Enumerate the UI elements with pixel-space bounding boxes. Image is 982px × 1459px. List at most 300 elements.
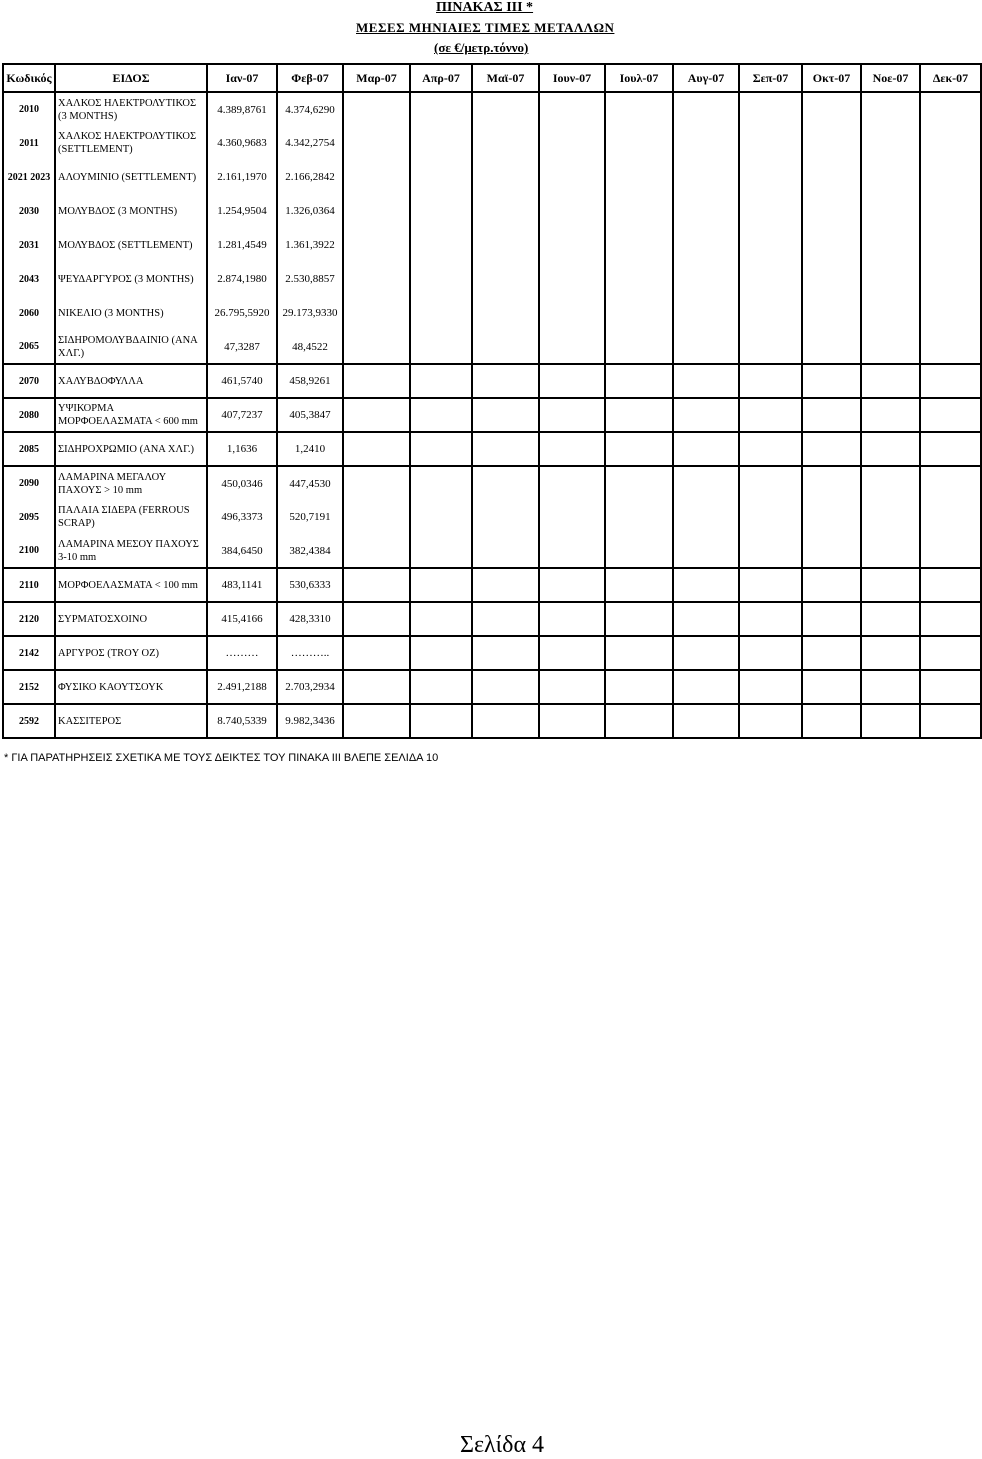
cell-empty [410, 432, 472, 466]
table-row [3, 194, 981, 228]
cell-empty [673, 670, 739, 704]
cell-jan: 384,6450 [207, 534, 277, 568]
header-code: Κωδικός [3, 64, 55, 92]
cell-empty [861, 262, 920, 296]
cell-code: 2142 [3, 636, 55, 670]
cell-empty [673, 92, 739, 126]
cell-empty [861, 704, 920, 738]
cell-empty [410, 670, 472, 704]
cell-empty [605, 92, 673, 126]
cell-item: ΝΙΚΕΛΙΟ (3 MONTHS) [55, 296, 207, 330]
cell-code: 2031 [3, 228, 55, 262]
cell-empty [802, 228, 861, 262]
cell-empty [343, 126, 410, 160]
cell-empty [920, 602, 981, 636]
cell-jan: 407,7237 [207, 398, 277, 432]
cell-jan: 461,5740 [207, 364, 277, 398]
cell-empty [472, 602, 539, 636]
cell-empty [920, 432, 981, 466]
cell-code: 2043 [3, 262, 55, 296]
cell-feb: 382,4384 [277, 534, 343, 568]
cell-code: 2100 [3, 534, 55, 568]
cell-empty [802, 364, 861, 398]
cell-item: ΠΑΛΑΙΑ ΣΙΔΕΡΑ (FERROUS SCRAP) [55, 500, 207, 534]
header-may: Μαϊ-07 [472, 64, 539, 92]
cell-empty [539, 92, 605, 126]
cell-empty [920, 500, 981, 534]
cell-empty [920, 126, 981, 160]
cell-empty [739, 330, 802, 364]
cell-empty [739, 160, 802, 194]
cell-jan: 4.360,9683 [207, 126, 277, 160]
header-item: ΕΙΔΟΣ [55, 64, 207, 92]
cell-empty [343, 262, 410, 296]
cell-empty [472, 364, 539, 398]
cell-empty [673, 466, 739, 500]
table-row [3, 466, 981, 500]
cell-empty [472, 262, 539, 296]
cell-empty [673, 364, 739, 398]
table-row [3, 330, 981, 364]
cell-empty [605, 432, 673, 466]
cell-empty [861, 160, 920, 194]
cell-empty [410, 262, 472, 296]
cell-empty [539, 636, 605, 670]
cell-empty [739, 432, 802, 466]
cell-feb: ……….. [277, 636, 343, 670]
cell-feb: 48,4522 [277, 330, 343, 364]
cell-empty [861, 126, 920, 160]
cell-empty [410, 330, 472, 364]
header-row [3, 64, 981, 92]
cell-empty [739, 466, 802, 500]
cell-empty [605, 704, 673, 738]
header-nov: Νοε-07 [861, 64, 920, 92]
cell-empty [739, 670, 802, 704]
cell-empty [343, 228, 410, 262]
cell-empty [539, 398, 605, 432]
cell-item: ΚΑΣΣΙΤΕΡΟΣ [55, 704, 207, 738]
table-row [3, 500, 981, 534]
table-row [3, 568, 981, 602]
cell-empty [539, 262, 605, 296]
cell-empty [861, 364, 920, 398]
cell-empty [739, 534, 802, 568]
cell-empty [739, 228, 802, 262]
cell-empty [920, 568, 981, 602]
header-jan: Ιαν-07 [207, 64, 277, 92]
cell-empty [605, 500, 673, 534]
cell-empty [539, 704, 605, 738]
cell-empty [861, 194, 920, 228]
cell-empty [861, 500, 920, 534]
cell-empty [739, 500, 802, 534]
cell-feb: 405,3847 [277, 398, 343, 432]
header-dec: Δεκ-07 [920, 64, 981, 92]
cell-item: ΣΥΡΜΑΤΟΣΧΟΙΝΟ [55, 602, 207, 636]
cell-empty [920, 364, 981, 398]
cell-empty [802, 160, 861, 194]
cell-empty [920, 534, 981, 568]
cell-code: 2021 2023 [3, 160, 55, 194]
cell-empty [472, 160, 539, 194]
cell-empty [605, 160, 673, 194]
cell-empty [472, 704, 539, 738]
cell-empty [410, 398, 472, 432]
cell-empty [673, 126, 739, 160]
cell-empty [539, 126, 605, 160]
table-row [3, 398, 981, 432]
cell-empty [410, 636, 472, 670]
cell-empty [673, 568, 739, 602]
table-row [3, 126, 981, 160]
cell-empty [920, 296, 981, 330]
cell-empty [802, 432, 861, 466]
cell-empty [673, 602, 739, 636]
header-jun: Ιουν-07 [539, 64, 605, 92]
cell-empty [343, 602, 410, 636]
cell-empty [472, 670, 539, 704]
cell-empty [472, 92, 539, 126]
cell-empty [472, 466, 539, 500]
cell-empty [410, 194, 472, 228]
cell-empty [343, 500, 410, 534]
footnote: * ΓΙΑ ΠΑΡΑΤΗΡΗΣΕΙΣ ΣΧΕΤΙΚΑ ΜΕ ΤΟΥΣ ΔΕΙΚΤΕΣ ΤΟΥ ΠΙΝΑΚΑ ΙΙΙ ΒΛΕΠΕ ΣΕΛΙΔΑ 10 [4, 752, 439, 764]
cell-empty [673, 432, 739, 466]
cell-empty [539, 194, 605, 228]
cell-empty [539, 364, 605, 398]
cell-item: ΛΑΜΑΡΙΝΑ ΜΕΓΑΛΟΥ ΠΑΧΟΥΣ > 10 mm [55, 466, 207, 500]
cell-jan: 450,0346 [207, 466, 277, 500]
cell-empty [605, 194, 673, 228]
cell-empty [920, 194, 981, 228]
cell-empty [739, 636, 802, 670]
cell-feb: 4.374,6290 [277, 92, 343, 126]
cell-code: 2065 [3, 330, 55, 364]
cell-empty [472, 500, 539, 534]
cell-empty [673, 160, 739, 194]
cell-item: ΑΡΓΥΡΟΣ (TROY OZ) [55, 636, 207, 670]
cell-empty [539, 296, 605, 330]
cell-empty [343, 534, 410, 568]
cell-empty [343, 160, 410, 194]
cell-empty [539, 602, 605, 636]
header-jul: Ιουλ-07 [605, 64, 673, 92]
cell-empty [343, 704, 410, 738]
cell-item: ΑΛΟΥΜΙΝΙΟ (SETTLEMENT) [55, 160, 207, 194]
cell-empty [802, 330, 861, 364]
cell-jan: 8.740,5339 [207, 704, 277, 738]
cell-empty [605, 296, 673, 330]
cell-empty [861, 636, 920, 670]
cell-feb: 1,2410 [277, 432, 343, 466]
cell-empty [673, 398, 739, 432]
cell-empty [410, 296, 472, 330]
cell-empty [472, 432, 539, 466]
cell-item: ΜΟΡΦΟΕΛΑΣΜΑΤΑ < 100 mm [55, 568, 207, 602]
header-aug: Αυγ-07 [673, 64, 739, 92]
cell-empty [472, 330, 539, 364]
cell-empty [673, 636, 739, 670]
table-row [3, 296, 981, 330]
cell-feb: 530,6333 [277, 568, 343, 602]
cell-empty [605, 398, 673, 432]
cell-empty [410, 92, 472, 126]
cell-empty [802, 398, 861, 432]
cell-feb: 458,9261 [277, 364, 343, 398]
cell-empty [605, 126, 673, 160]
cell-empty [673, 500, 739, 534]
cell-empty [920, 262, 981, 296]
cell-jan: 47,3287 [207, 330, 277, 364]
cell-empty [343, 364, 410, 398]
cell-empty [410, 534, 472, 568]
cell-empty [920, 228, 981, 262]
cell-empty [920, 636, 981, 670]
cell-empty [920, 160, 981, 194]
cell-feb: 9.982,3436 [277, 704, 343, 738]
cell-empty [539, 670, 605, 704]
cell-item: ΦΥΣΙΚΟ ΚΑΟΥΤΣΟΥΚ [55, 670, 207, 704]
cell-empty [539, 466, 605, 500]
cell-item: ΧΑΛΚΟΣ ΗΛΕΚΤΡΟΛΥΤΙΚΟΣ (3 MONTHS) [55, 92, 207, 126]
cell-empty [472, 296, 539, 330]
cell-empty [861, 92, 920, 126]
cell-empty [472, 534, 539, 568]
cell-empty [920, 670, 981, 704]
cell-empty [605, 228, 673, 262]
cell-empty [802, 500, 861, 534]
cell-empty [739, 398, 802, 432]
cell-jan: 1.254,9504 [207, 194, 277, 228]
cell-jan: ……… [207, 636, 277, 670]
cell-empty [861, 228, 920, 262]
header-oct: Οκτ-07 [802, 64, 861, 92]
cell-empty [861, 330, 920, 364]
cell-empty [539, 330, 605, 364]
cell-empty [920, 466, 981, 500]
cell-empty [472, 126, 539, 160]
cell-empty [539, 568, 605, 602]
cell-empty [802, 534, 861, 568]
table-row [3, 432, 981, 466]
cell-empty [472, 228, 539, 262]
cell-empty [673, 330, 739, 364]
cell-empty [410, 704, 472, 738]
cell-feb: 447,4530 [277, 466, 343, 500]
cell-item: ΨΕΥΔΑΡΓΥΡΟΣ (3 MONTHS) [55, 262, 207, 296]
cell-code: 2152 [3, 670, 55, 704]
table-row [3, 534, 981, 568]
cell-code: 2592 [3, 704, 55, 738]
cell-empty [673, 228, 739, 262]
cell-empty [343, 194, 410, 228]
cell-empty [802, 568, 861, 602]
cell-empty [605, 568, 673, 602]
cell-empty [739, 364, 802, 398]
table-row [3, 262, 981, 296]
cell-empty [343, 92, 410, 126]
cell-code: 2010 [3, 92, 55, 126]
cell-jan: 26.795,5920 [207, 296, 277, 330]
table-row [3, 704, 981, 738]
cell-empty [410, 602, 472, 636]
cell-code: 2030 [3, 194, 55, 228]
cell-empty [673, 262, 739, 296]
cell-empty [673, 704, 739, 738]
cell-empty [802, 602, 861, 636]
cell-empty [861, 568, 920, 602]
cell-empty [343, 296, 410, 330]
cell-feb: 2.166,2842 [277, 160, 343, 194]
header-mar: Μαρ-07 [343, 64, 410, 92]
table-unit: (σε €/μετρ.τόννο) [434, 40, 529, 55]
cell-empty [739, 92, 802, 126]
cell-code: 2085 [3, 432, 55, 466]
cell-empty [739, 704, 802, 738]
table-row [3, 636, 981, 670]
cell-jan: 415,4166 [207, 602, 277, 636]
cell-empty [802, 704, 861, 738]
cell-empty [739, 296, 802, 330]
cell-empty [410, 126, 472, 160]
cell-empty [861, 398, 920, 432]
cell-empty [343, 636, 410, 670]
cell-empty [472, 194, 539, 228]
cell-empty [673, 296, 739, 330]
cell-code: 2060 [3, 296, 55, 330]
cell-empty [802, 670, 861, 704]
cell-empty [739, 194, 802, 228]
cell-empty [539, 432, 605, 466]
cell-item: ΜΟΛΥΒΔΟΣ (SETTLEMENT) [55, 228, 207, 262]
cell-empty [539, 228, 605, 262]
cell-empty [739, 126, 802, 160]
cell-empty [605, 602, 673, 636]
table-subtitle: ΜΕΣΕΣ ΜΗΝΙΑΙΕΣ ΤΙΜΕΣ ΜΕΤΑΛΛΩΝ [356, 20, 615, 35]
cell-empty [739, 568, 802, 602]
cell-jan: 496,3373 [207, 500, 277, 534]
cell-jan: 1,1636 [207, 432, 277, 466]
cell-empty [861, 296, 920, 330]
table-row [3, 670, 981, 704]
cell-empty [920, 330, 981, 364]
cell-empty [343, 466, 410, 500]
cell-empty [802, 296, 861, 330]
cell-empty [343, 670, 410, 704]
table-title: ΠΙΝΑΚΑΣ ΙΙΙ * [436, 0, 534, 15]
cell-feb: 428,3310 [277, 602, 343, 636]
cell-empty [472, 636, 539, 670]
cell-code: 2095 [3, 500, 55, 534]
cell-empty [605, 364, 673, 398]
cell-empty [410, 160, 472, 194]
cell-empty [410, 500, 472, 534]
cell-code: 2070 [3, 364, 55, 398]
cell-empty [920, 704, 981, 738]
cell-code: 2110 [3, 568, 55, 602]
cell-empty [861, 670, 920, 704]
cell-code: 2120 [3, 602, 55, 636]
cell-empty [739, 262, 802, 296]
table-row [3, 92, 981, 126]
table-row [3, 364, 981, 398]
cell-code: 2080 [3, 398, 55, 432]
cell-item: ΣΙΔΗΡΟΧΡΩΜΙΟ (ΑΝΑ ΧΛΓ.) [55, 432, 207, 466]
cell-jan: 1.281,4549 [207, 228, 277, 262]
cell-empty [410, 466, 472, 500]
cell-jan: 2.161,1970 [207, 160, 277, 194]
table-row [3, 160, 981, 194]
cell-empty [343, 568, 410, 602]
table-row [3, 228, 981, 262]
cell-empty [410, 228, 472, 262]
cell-feb: 520,7191 [277, 500, 343, 534]
cell-item: ΜΟΛΥΒΔΟΣ (3 MONTHS) [55, 194, 207, 228]
cell-jan: 2.491,2188 [207, 670, 277, 704]
cell-empty [472, 568, 539, 602]
cell-empty [861, 432, 920, 466]
cell-empty [920, 398, 981, 432]
cell-empty [343, 432, 410, 466]
cell-feb: 2.530,8857 [277, 262, 343, 296]
cell-empty [673, 534, 739, 568]
cell-empty [605, 330, 673, 364]
cell-jan: 2.874,1980 [207, 262, 277, 296]
header-sep: Σεπ-07 [739, 64, 802, 92]
cell-code: 2011 [3, 126, 55, 160]
cell-empty [920, 92, 981, 126]
cell-jan: 4.389,8761 [207, 92, 277, 126]
cell-feb: 1.361,3922 [277, 228, 343, 262]
cell-empty [861, 534, 920, 568]
cell-empty [539, 534, 605, 568]
cell-empty [410, 364, 472, 398]
cell-empty [605, 534, 673, 568]
cell-item: ΥΨΙΚΟΡΜΑ ΜΟΡΦΟΕΛΑΣΜΑΤΑ < 600 mm [55, 398, 207, 432]
header-feb: Φεβ-07 [277, 64, 343, 92]
cell-empty [802, 92, 861, 126]
cell-item: ΧΑΛΥΒΔΟΦΥΛΛΑ [55, 364, 207, 398]
metal-prices-table [2, 63, 982, 739]
page-number: Σελίδα 4 [460, 1432, 545, 1458]
cell-empty [861, 466, 920, 500]
cell-item: ΛΑΜΑΡΙΝΑ ΜΕΣΟΥ ΠΑΧΟΥΣ 3-10 mm [55, 534, 207, 568]
cell-empty [802, 126, 861, 160]
cell-empty [861, 602, 920, 636]
cell-feb: 1.326,0364 [277, 194, 343, 228]
cell-empty [802, 194, 861, 228]
cell-empty [739, 602, 802, 636]
cell-empty [343, 398, 410, 432]
cell-empty [605, 466, 673, 500]
cell-feb: 29.173,9330 [277, 296, 343, 330]
cell-feb: 2.703,2934 [277, 670, 343, 704]
cell-empty [539, 160, 605, 194]
cell-empty [472, 398, 539, 432]
cell-empty [802, 636, 861, 670]
header-apr: Απρ-07 [410, 64, 472, 92]
cell-item: ΣΙΔΗΡΟΜΟΛΥΒΔΑΙΝΙΟ (ΑΝΑ ΧΛΓ.) [55, 330, 207, 364]
cell-empty [410, 568, 472, 602]
cell-empty [605, 636, 673, 670]
cell-empty [605, 670, 673, 704]
cell-feb: 4.342,2754 [277, 126, 343, 160]
cell-code: 2090 [3, 466, 55, 500]
cell-empty [802, 466, 861, 500]
table-row [3, 602, 981, 636]
cell-empty [539, 500, 605, 534]
